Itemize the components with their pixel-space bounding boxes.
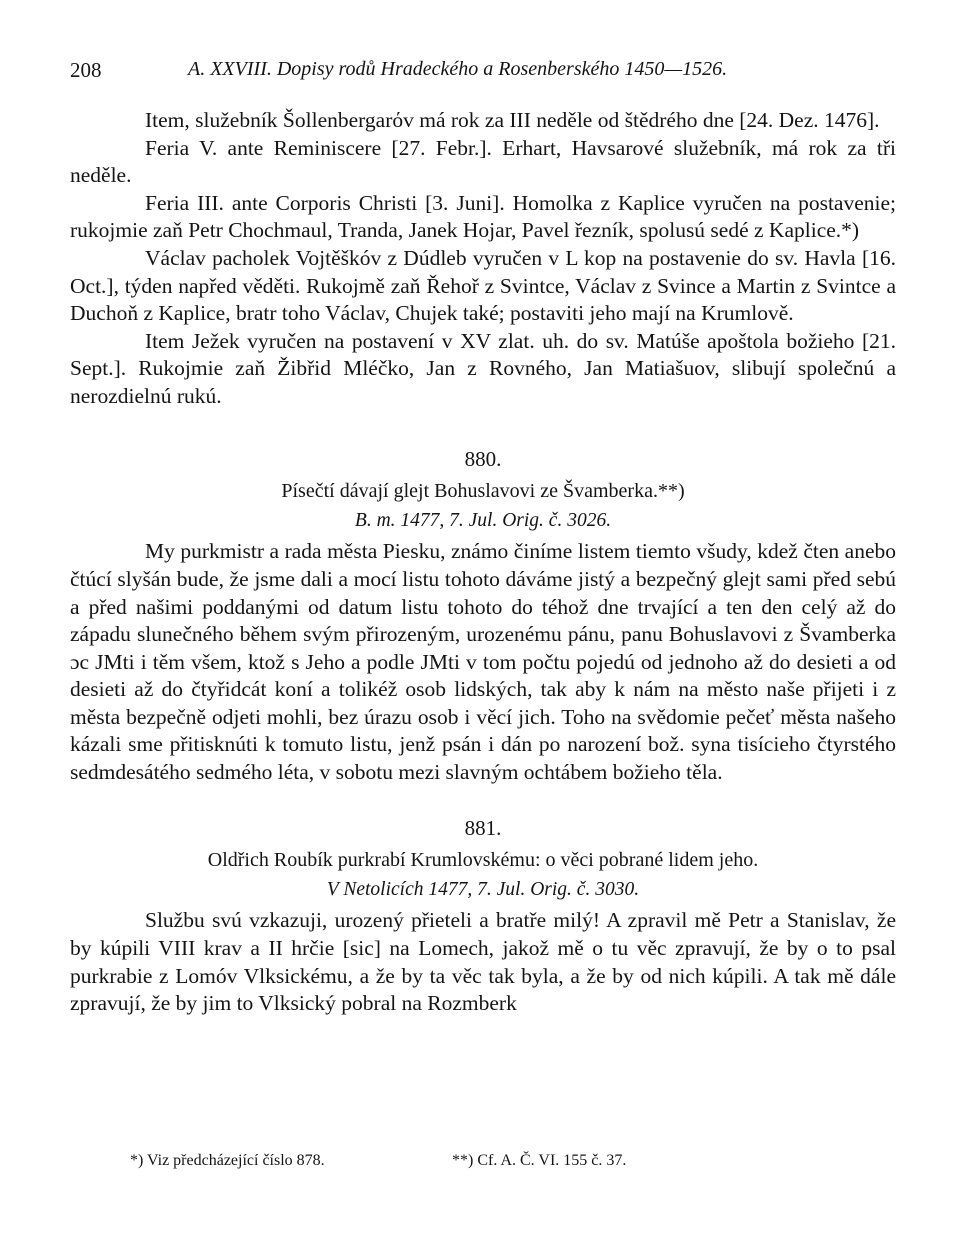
entry-paragraph: Václav pacholek Vojtěškóv z Dúdleb vyručen v L kop na postavenie do sv. Havla [16. Oct.], týden napřed věděti. Rukojmě zaň Řehoř z Svintce, Václav z Svince a Martin z Svintce a Duchoň z Kaplice, bratr toho Václav, Chujek také; postaviti jeho mají na Krumlově. <box>70 245 896 326</box>
document-heading: Oldřich Roubík purkrabí Krumlovskému: o věci pobrané lidem jeho. <box>207 849 759 872</box>
document-heading: Písečtí dávají glejt Bohuslavovi ze Švamberka.**) <box>281 480 685 503</box>
document-text: My purkmistr a rada města Piesku, známo činíme listem tiemto všudy, kdež čten anebo čtúcí slyšán bude, že jsme dali a mocí listu tohoto dáváme jistý a bezpečný glejt sami před sebú a před našimi poddanými od datum listu tohoto do téhož dne trvající a ten den celý až do západu slunečného během svým přirozeným, urozenému pánu, panu Bohuslavovi z Švamberka ɔc JMti i těm všem, ktož s Jeho a podle JMti v tom počtu pojedú od jednoho až do desieti a od desieti až do čtyřidcát koní a tolikéž osob lidských, tak aby k nám na město naše přijeti i z města bezpečně odjeti mohli, bez úrazu osob i věcí jich. Toho na svědomie pečeť města našeho kázali sme přitisknúti k tomuto listu, jenž psán i dán po narození bož. syna tisícieho čtyrstého sedmdesátého sedmého léta, v sobotu mezi slavným ochtábem božieho těla. <box>70 539 896 785</box>
document-source: V Netolicích 1477, 7. Jul. Orig. č. 3030. <box>326 878 640 900</box>
footnotes <box>130 1152 830 1176</box>
document-number: 880. <box>464 446 502 471</box>
page-number: 208 <box>70 58 102 82</box>
footnote: **) Cf. A. Č. VI. 155 č. 37. <box>452 1152 627 1169</box>
entry-paragraph: Item Ježek vyručen na postavení v XV zlat. uh. do sv. Matúše apoštola božieho [21. Sept.]. Rukojmie zaň Žibřid Mléčko, Jan z Rovného, Jan Matiašuov, slibují společnú a nerozdielnú rukú. <box>70 328 896 408</box>
entry-paragraph: Item, služebník Šollenbergarόv má rok za III neděle od štědrého dne [24. Dez. 1476]. <box>145 108 880 132</box>
page-header <box>70 58 890 88</box>
document-text: Službu svú vzkazuji, urozený přieteli a bratře milý! A zpravil mě Petr a Stanislav, že by kúpili VIII krav a II hrčie [sic] na Lomech, jakož mě o tu věc zpravují, že by o to psal purkrabie z Lomóv Vlksickému, a že by ta věc tak byla, a že by od nich kúpili. A tak mě dále zpravují, že by jim to Vlksický pobral na Rozmberk <box>70 908 896 1016</box>
footnote: *) Viz předcházející číslo 878. <box>130 1152 325 1169</box>
running-title: A. XXVIII. Dopisy rodů Hradeckého a Rosenberského 1450—1526. <box>188 58 728 80</box>
page-body <box>70 107 896 1018</box>
document-source: B. m. 1477, 7. Jul. Orig. č. 3026. <box>354 509 612 531</box>
document-number: 881. <box>464 815 502 840</box>
entry-paragraph: Feria III. ante Corporis Christi [3. Juni]. Homolka z Kaplice vyručen na postavenie; rukojmie zaň Petr Chochmaul, Tranda, Janek Hojar, Pavel řezník, spolusú sedé z Kaplice.*) <box>70 190 896 243</box>
entry-paragraph: Feria V. ante Reminiscere [27. Febr.]. Erhart, Havsarové služebník, má rok za tři neděle. <box>70 135 896 188</box>
